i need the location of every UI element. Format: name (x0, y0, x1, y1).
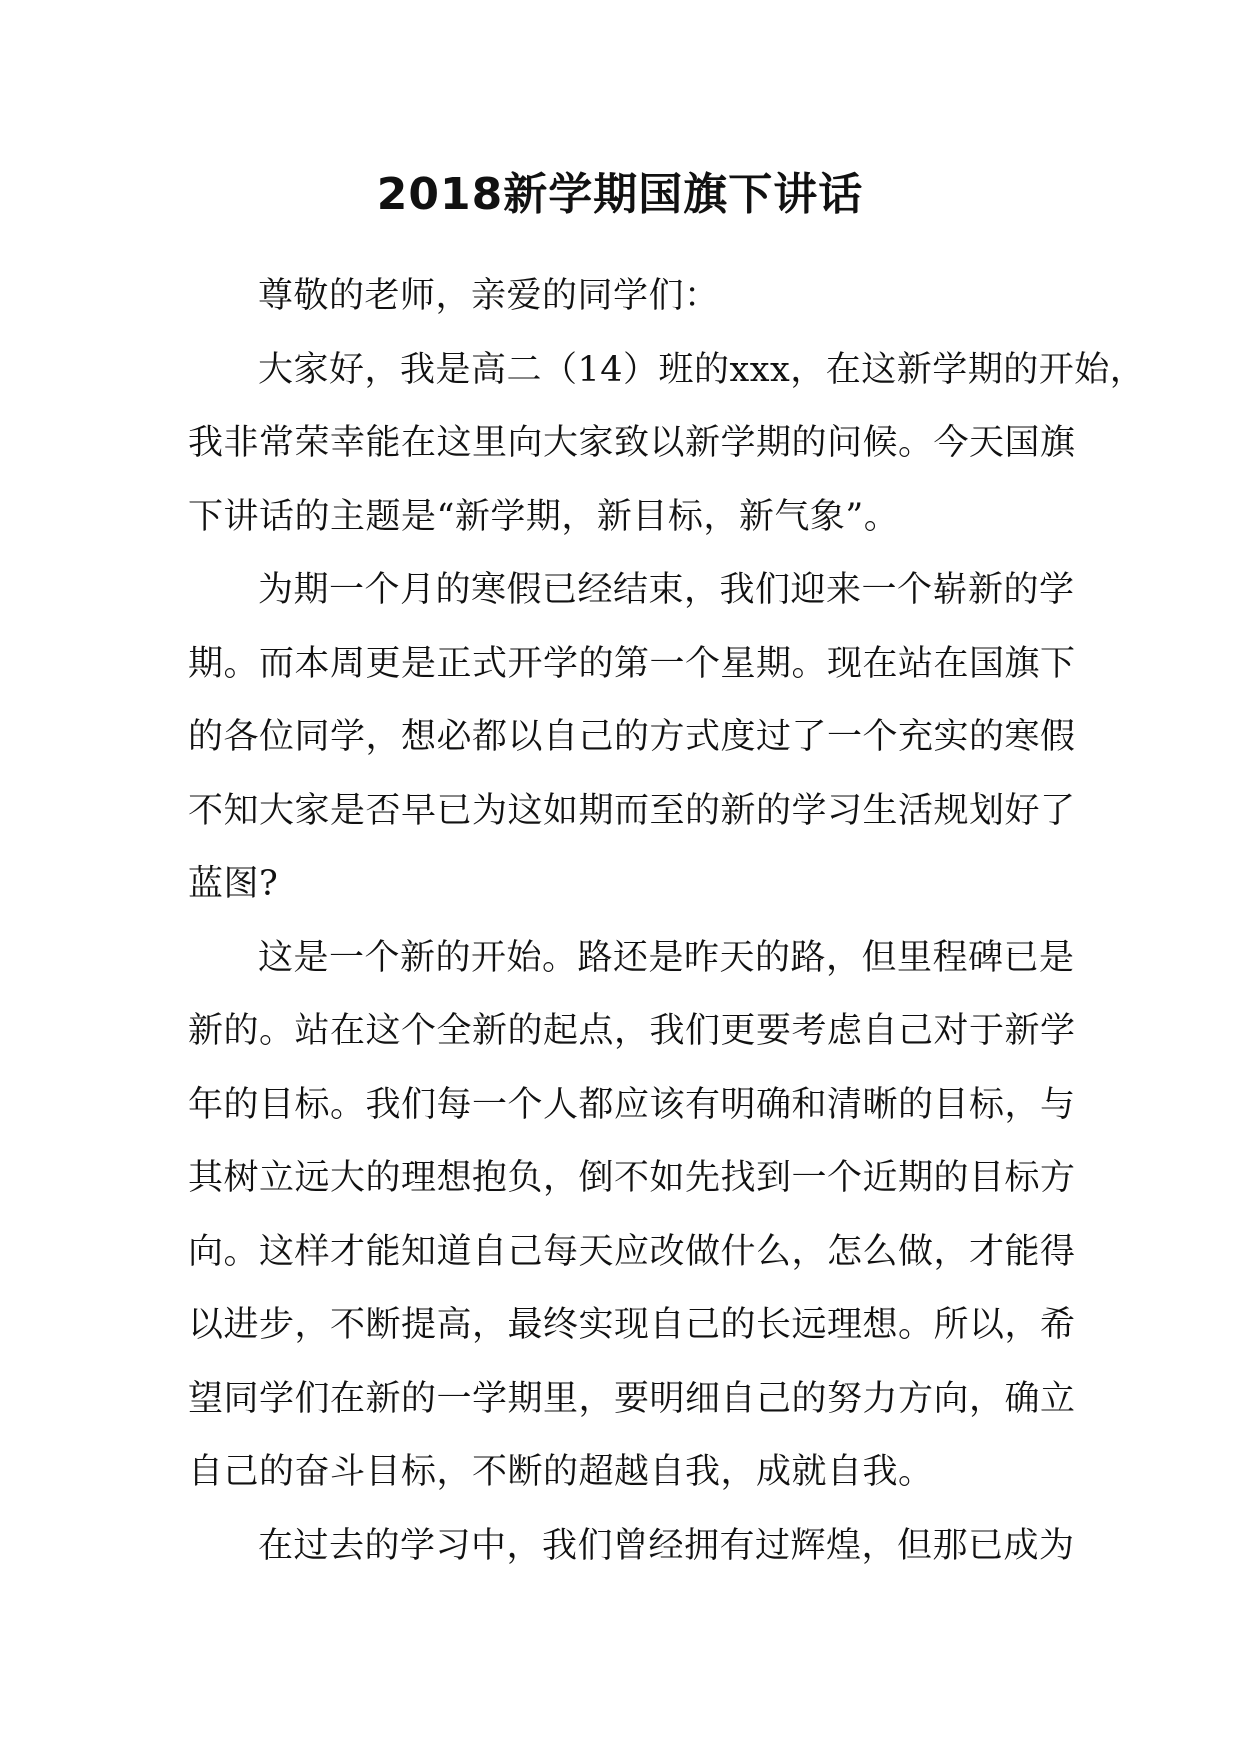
paragraph-salutation (188, 260, 1068, 334)
text-line: 其树立远大的理想抱负，倒不如先找到一个近期的目标方 (188, 1158, 1076, 1198)
text-line: 望同学们在新的一学期里，要明细自己的努力方向，确立 (188, 1378, 1076, 1419)
document-title: 2018新学期国旗下讲话 (376, 169, 864, 220)
text-line: 自己的奋斗目标，不断的超越自我，成就自我。 (188, 1452, 934, 1492)
paragraph-new-start (188, 922, 1076, 1510)
text-line: 以进步，不断提高，最终实现自己的长远理想。所以，希 (188, 1305, 1076, 1345)
text-line: 这是一个新的开始。路还是昨天的路，但里程碑已是 (258, 937, 1075, 978)
text-line: 蓝图? (188, 864, 279, 904)
document-body (188, 260, 1146, 1583)
text-line: 我非常荣幸能在这里向大家致以新学期的问候。今天国旗 (188, 423, 1076, 463)
paragraph-winter-break (188, 554, 1076, 922)
text-line: 期。而本周更是正式开学的第一个星期。现在站在国旗下 (188, 643, 1076, 684)
text-line: 向。这样才能知道自己每天应改做什么，怎么做，才能得 (188, 1231, 1076, 1272)
text-line: 尊敬的老师，亲爱的同学们： (258, 276, 720, 316)
paragraph-greeting (188, 334, 1146, 555)
text-line: 年的目标。我们每一个人都应该有明确和清晰的目标，与 (188, 1084, 1076, 1125)
text-line: 为期一个月的寒假已经结束，我们迎来一个崭新的学 (258, 570, 1075, 610)
text-line: 下讲话的主题是“新学期，新目标，新气象”。 (188, 496, 900, 537)
text-line: 大家好，我是高二（14）班的xxx，在这新学期的开始， (258, 349, 1146, 390)
paragraph-past-glory (188, 1510, 1075, 1584)
text-line: 的各位同学，想必都以自己的方式度过了一个充实的寒假 (188, 717, 1076, 757)
text-line: 在过去的学习中，我们曾经拥有过辉煌，但那已成为 (258, 1525, 1075, 1566)
text-line: 新的。站在这个全新的起点，我们更要考虑自己对于新学 (188, 1011, 1076, 1051)
text-line: 不知大家是否早已为这如期而至的新的学习生活规划好了 (188, 790, 1076, 831)
